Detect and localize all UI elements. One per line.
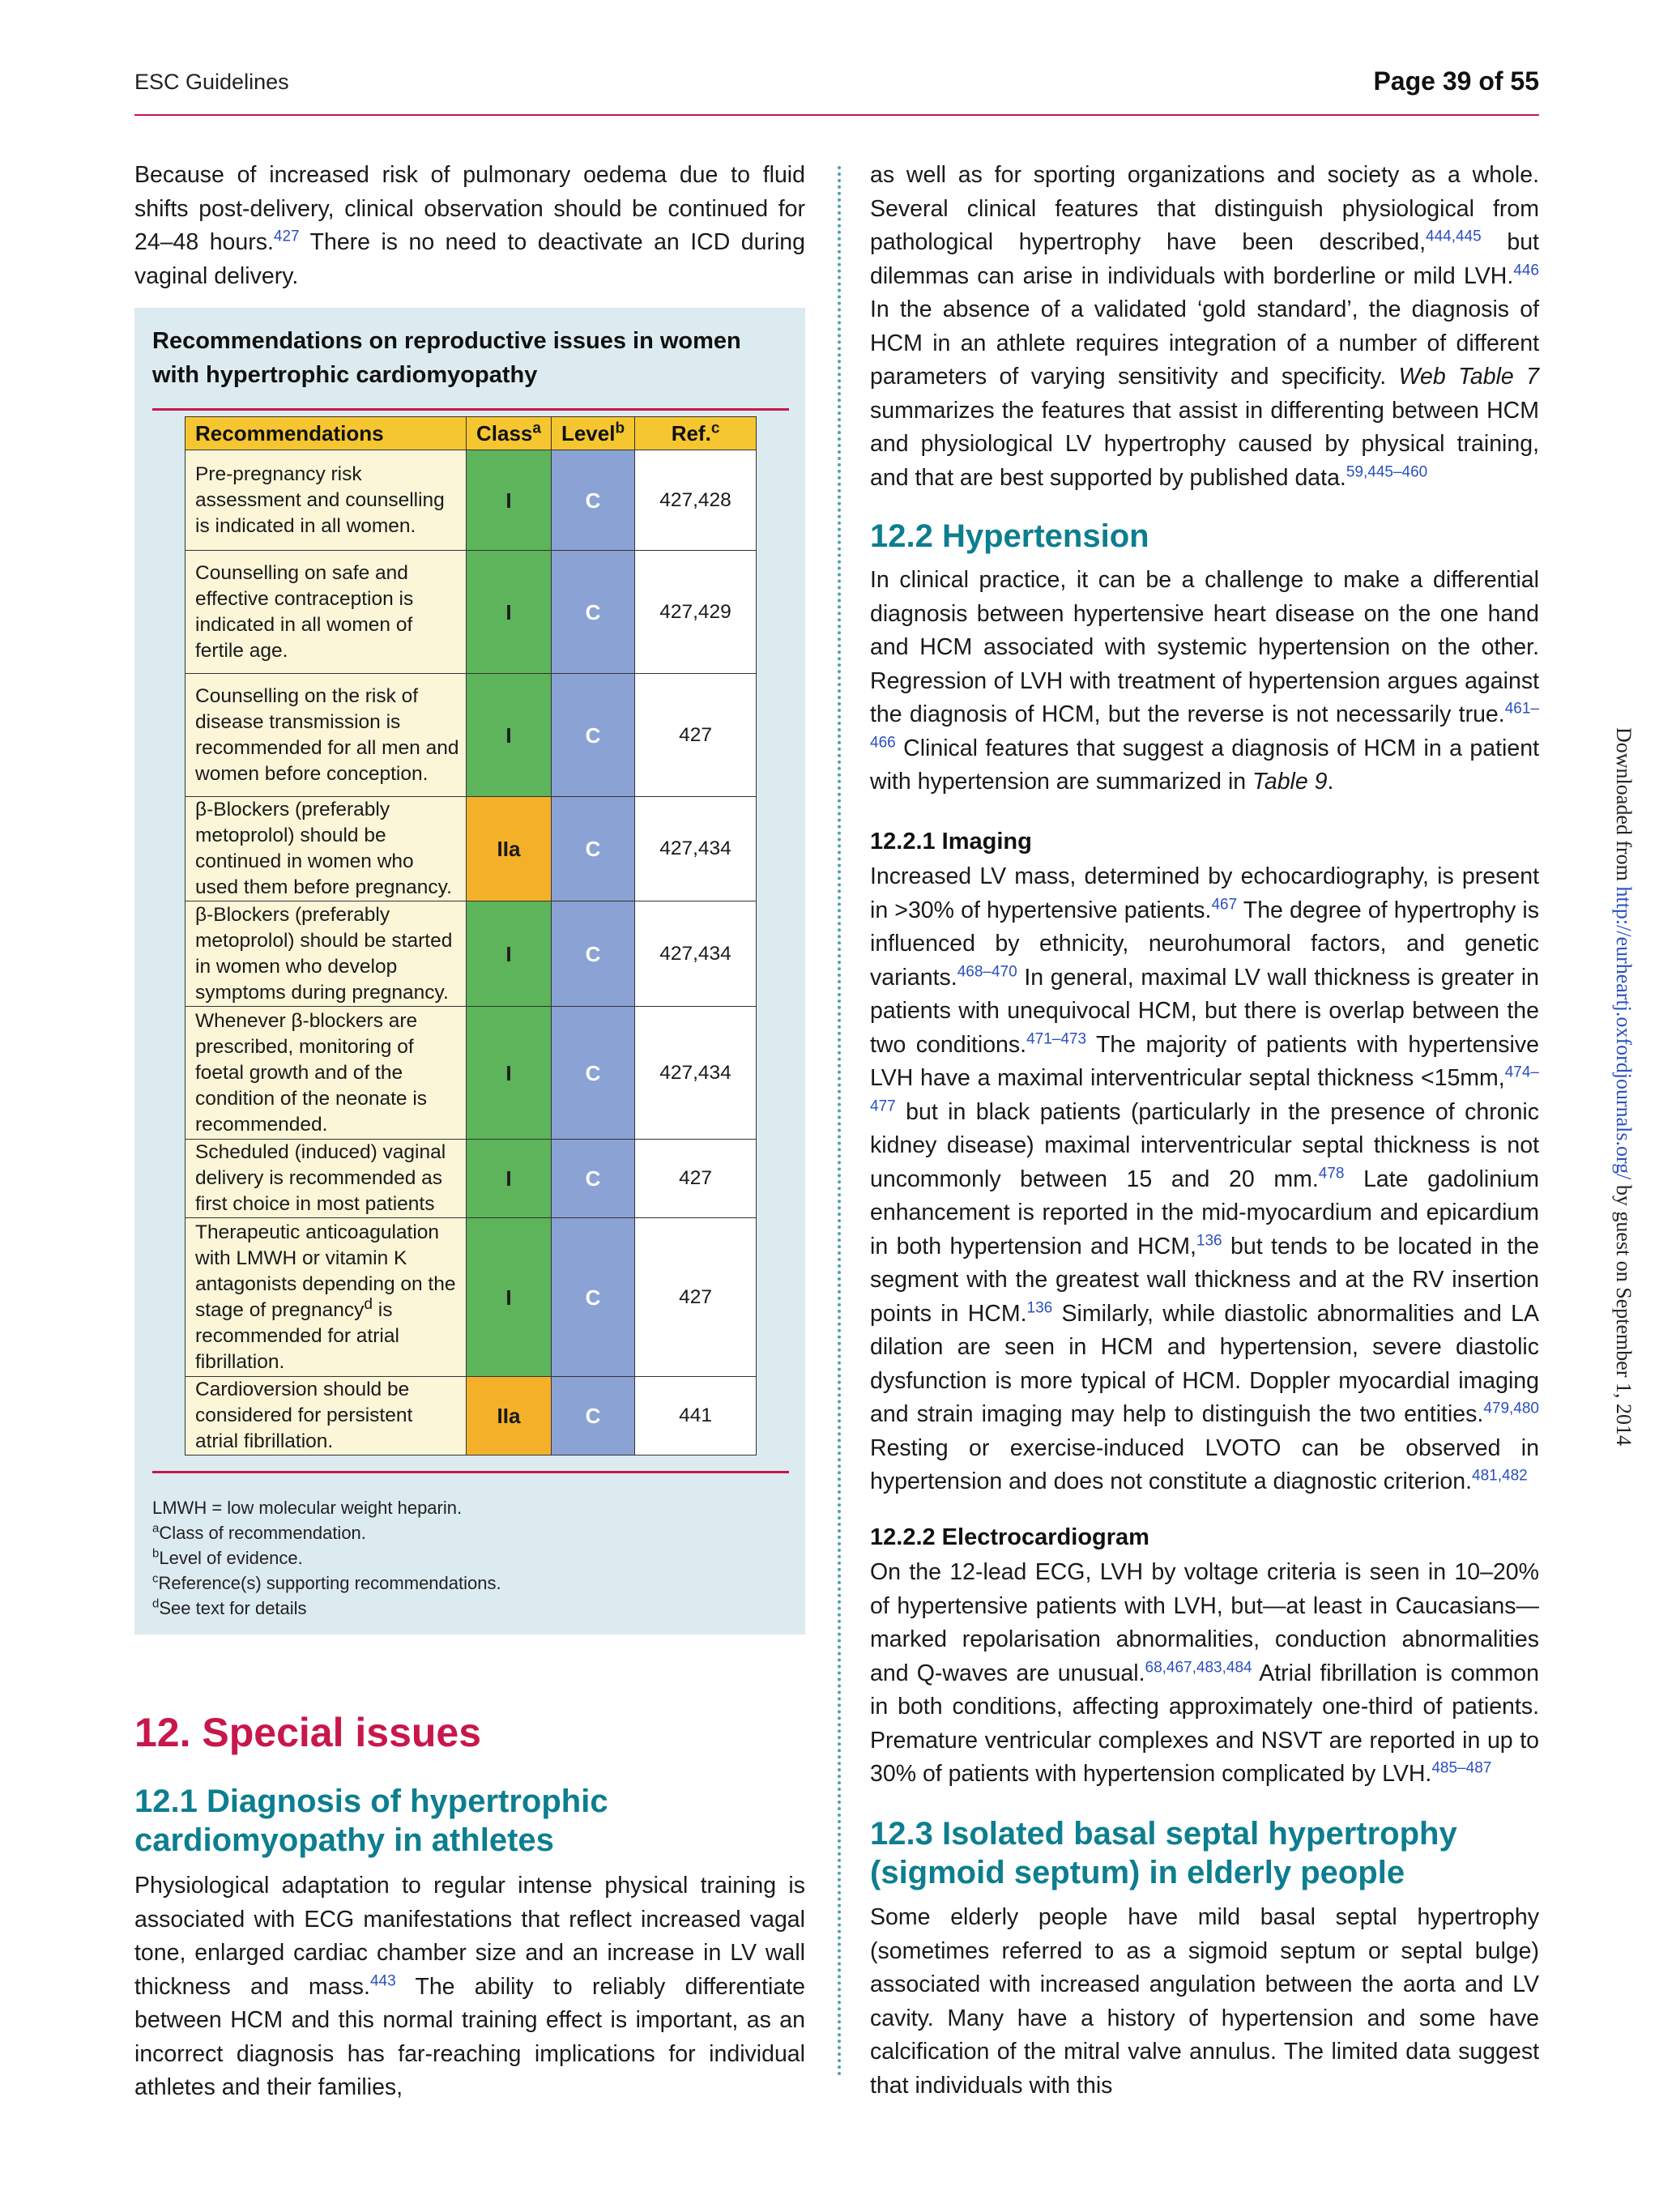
rec-ref: 427,434	[635, 1007, 757, 1140]
rec-class: I	[467, 1140, 552, 1218]
rec-text: Scheduled (induced) vaginal delivery is recommended as first choice in most patients	[186, 1140, 467, 1218]
footnote: $^d$See text for details	[152, 1596, 307, 1618]
header-rule	[134, 114, 1539, 116]
table-row	[186, 901, 757, 1007]
column-divider	[838, 166, 841, 2078]
table-row	[186, 1140, 757, 1218]
citation-link[interactable]: 467	[1211, 896, 1238, 913]
header-recommendations: Recommendations	[186, 417, 467, 450]
section-12-2-1-body: Increased LV mass, determined by echocardiography, is present in >30% of hypertensive patients.$^{467}$ The degree of hypertrophy is influenced by ethnicity, neurohumoral factors, and genetic variants.$^{468-470}$ In general, maximal LV wall thickness is greater in patients with unequivocal HCM, but there is overlap between the two conditions.$^{471-473}$ The majority of patients with hypertensive LVH have a maximal interventricular septal thickness <15mm,$^{474-477}$ but in black patients (particularly in the presence of chronic kidney disease) maximal interventricular septal thickness is not uncommonly between 15 and 20 mm.$^{478}$ Late gadolinium enhancement is reported in the mid-myocardium and epicardium in both hypertension and HCM,$^{136}$ but tends to be located in the segment with the greatest wall thickness and at the RV insertion points in HCM.$^{136}$ Similarly, while diastolic abnormalities and LA dilation are seen in HCM and hypertension, severe diastolic dysfunction is more typical of HCM. Doppler myocardial imaging and strain imaging may help to distinguish the two entities.$^{479,480}$ Resting or exercise-induced LVOTO can be observed in hypertension and does not constitute a diagnostic criterion.$^{481,482}$	[870, 863, 1540, 1494]
box-bottom-rule	[152, 1471, 789, 1473]
citation-link[interactable]: 446	[1513, 262, 1539, 279]
citation-link[interactable]: 478	[1318, 1165, 1345, 1182]
rec-text: β-Blockers (preferably metoprolol) should be started in women who develop symptoms during pregnancy.	[186, 901, 467, 1007]
recommendations-box	[134, 308, 805, 1634]
citation-link[interactable]: 471–473	[1026, 1030, 1087, 1047]
citation-link[interactable]: 461–466	[870, 700, 1539, 751]
rec-class: I	[467, 450, 552, 551]
table-row	[186, 674, 757, 797]
section-12-3-heading: 12.3 Isolated basal septal hypertrophy (sigmoid septum) in elderly people	[870, 1816, 1457, 1890]
rec-ref: 427	[635, 1218, 757, 1377]
section-12-heading: 12. Special issues	[134, 1710, 482, 1755]
citation-link[interactable]: 468–470	[957, 963, 1017, 980]
section-12-1-heading: 12.1 Diagnosis of hypertrophic cardiomyopathy in athletes	[134, 1784, 608, 1858]
rec-class: IIa	[467, 1377, 552, 1455]
citation-link[interactable]: 136	[1026, 1299, 1053, 1316]
right-column-p1: as well as for sporting organizations and society as a whole. Several clinical features that distinguish physiological from pathological hypertrophy have been described,$^{444,445}$ but dilemmas can arise in individuals with borderline or mild LVH.$^{446}$ In the absence of a validated ‘gold standard’, the diagnosis of HCM in an athlete requires integration of a number of different parameters of varying sensitivity and specificity. Web Table 7 summarizes the features that assist in differenting between HCM and physiological LV hypertrophy caused by physical training, and that are best supported by published data.$^{59,445-460}$	[870, 162, 1539, 491]
download-note: Downloaded from http://eurheartj.oxfordjournals.org/ by guest on September 1, 2014	[1612, 727, 1636, 1446]
table-row	[186, 1377, 757, 1455]
table-header-row	[186, 417, 757, 450]
citation-link[interactable]: 59,445–460	[1346, 463, 1428, 480]
footnote: $^b$Level of evidence.	[152, 1546, 303, 1568]
rec-class: I	[467, 1218, 552, 1377]
rec-ref: 427,429	[635, 551, 757, 674]
rec-class: I	[467, 1007, 552, 1140]
table-footnotes	[152, 1495, 501, 1621]
citation-link[interactable]: 68,467,483,484	[1145, 1659, 1252, 1676]
section-12-2-body: In clinical practice, it can be a challenge to make a differential diagnosis between hypertensive heart disease on the one hand and HCM associated with systemic hypertension on the other. Regression of LVH with treatment of hypertension argues against the diagnosis of HCM, but the reverse is not necessarily true.$^{461-466}$ Clinical features that suggest a diagnosis of HCM in a patient with hypertension are summarized in Table 9.	[870, 567, 1539, 795]
journal-link[interactable]: http://eurheartj.oxfordjournals.org/	[1612, 886, 1636, 1180]
rec-level: C	[551, 1007, 634, 1140]
recommendations-table	[185, 416, 757, 1455]
section-12-2-heading: 12.2 Hypertension	[870, 518, 1149, 554]
section-12-3-body	[870, 1901, 1539, 2103]
rec-ref: 427	[635, 674, 757, 797]
header-class: Class$^a$	[467, 417, 552, 450]
footnote: $^c$Reference(s) supporting recommendations.	[152, 1571, 501, 1593]
table-row	[186, 1218, 757, 1377]
rec-ref: 427,434	[635, 797, 757, 901]
header-level: Level$^b$	[551, 417, 634, 450]
page-number: Page 39 of 55	[1373, 66, 1539, 96]
rec-class: IIa	[467, 797, 552, 901]
citation-link[interactable]: 427	[273, 228, 300, 245]
citation-link[interactable]: 136	[1196, 1232, 1222, 1249]
citation-link[interactable]: 481,482	[1472, 1467, 1528, 1485]
rec-text: Cardioversion should be considered for persistent atrial fibrillation.	[186, 1377, 467, 1455]
citation-link[interactable]: 443	[369, 1972, 396, 1989]
table-row	[186, 797, 757, 901]
download-note-container	[1607, 727, 1640, 1489]
rec-level: C	[551, 1140, 634, 1218]
rec-ref: 427,434	[635, 901, 757, 1007]
journal-name: ESC Guidelines	[134, 70, 289, 94]
section-12-1-body: Physiological adaptation to regular intense physical training is associated with ECG manifestations that reflect increased vagal tone, enlarged cardiac chamber size and an increase in LV wall thickness and mass.$^{443}$ The ability to reliably differentiate between HCM and this normal training effect is important, as an incorrect diagnosis has far-reaching implications for individual athletes and their families,	[134, 1873, 805, 2100]
table-row	[186, 551, 757, 674]
rec-text: Counselling on the risk of disease transmission is recommended for all men and women before conception.	[186, 674, 467, 797]
section-12-2-2-heading: 12.2.2 Electrocardiogram	[870, 1524, 1149, 1550]
table-row	[186, 1007, 757, 1140]
section-12-2-2-body: On the 12-lead ECG, LVH by voltage criteria is seen in 10–20% of hypertensive patients with LVH, but—at least in Caucasians—marked repolarisation abnormalities, conduction abnormalities and Q-waves are unusual.$^{68,467,483,484}$ Atrial fibrillation is common in both conditions, affecting approximately one-third of patients. Premature ventricular complexes and NSVT are reported in up to 30% of patients with hypertension complicated by LVH.$^{485-487}$	[870, 1559, 1539, 1787]
left-column	[134, 159, 805, 293]
rec-text: Whenever β-blockers are prescribed, monitoring of foetal growth and of the condition of the neonate is recommended.	[186, 1007, 467, 1140]
rec-level: C	[551, 797, 634, 901]
rec-level: C	[551, 1377, 634, 1455]
rec-ref: 427	[635, 1140, 757, 1218]
citation-link[interactable]: 444,445	[1426, 228, 1482, 245]
rec-text: Counselling on safe and effective contraception is indicated in all women of fertile age.	[186, 551, 467, 674]
rec-text: β-Blockers (preferably metoprolol) should be continued in women who used them before pregnancy.	[186, 797, 467, 901]
box-top-rule	[152, 408, 789, 411]
section-12-3-text: Some elderly people have mild basal septal hypertrophy (sometimes referred to as a sigmoid septum or septal bulge) associated with increased angulation between the aorta and LV cavity. Many have a history of hypertension and some have calcification of the mitral valve annulus. The limited data suggest that individuals with this	[870, 1904, 1539, 2099]
rec-level: C	[551, 674, 634, 797]
citation-link[interactable]: 479,480	[1483, 1400, 1539, 1417]
rec-ref: 427,428	[635, 450, 757, 551]
footnote: $^a$Class of recommendation.	[152, 1521, 366, 1543]
rec-text: Pre-pregnancy risk assessment and counselling is indicated in all women.	[186, 450, 467, 551]
rec-class: I	[467, 674, 552, 797]
header-ref: Ref.$^c$	[635, 417, 757, 450]
rec-level: C	[551, 901, 634, 1007]
rec-ref: 441	[635, 1377, 757, 1455]
rec-level: C	[551, 450, 634, 551]
footnote: LMWH = low molecular weight heparin.	[152, 1498, 463, 1518]
section-12-2-1-heading: 12.2.1 Imaging	[870, 829, 1032, 855]
table-row	[186, 450, 757, 551]
citation-link[interactable]: 474–477	[870, 1063, 1539, 1115]
rec-level: C	[551, 1218, 634, 1377]
citation-link[interactable]: 485–487	[1431, 1759, 1492, 1777]
intro-paragraph: Because of increased risk of pulmonary oedema due to fluid shifts post-delivery, clinical observation should be continued for 24–48 hours.$^{427}$ There is no need to deactivate an ICD during vaginal delivery.	[134, 162, 805, 289]
rec-class: I	[467, 901, 552, 1007]
recommendations-box-title: Recommendations on reproductive issues in women with hypertrophic cardiomyopathy	[152, 328, 741, 388]
rec-level: C	[551, 551, 634, 674]
rec-class: I	[467, 551, 552, 674]
rec-text: Therapeutic anticoagulation with LMWH or vitamin K antagonists depending on the stage of pregnancy$^d$ is recommended for atrial fibrillation.	[186, 1218, 467, 1377]
